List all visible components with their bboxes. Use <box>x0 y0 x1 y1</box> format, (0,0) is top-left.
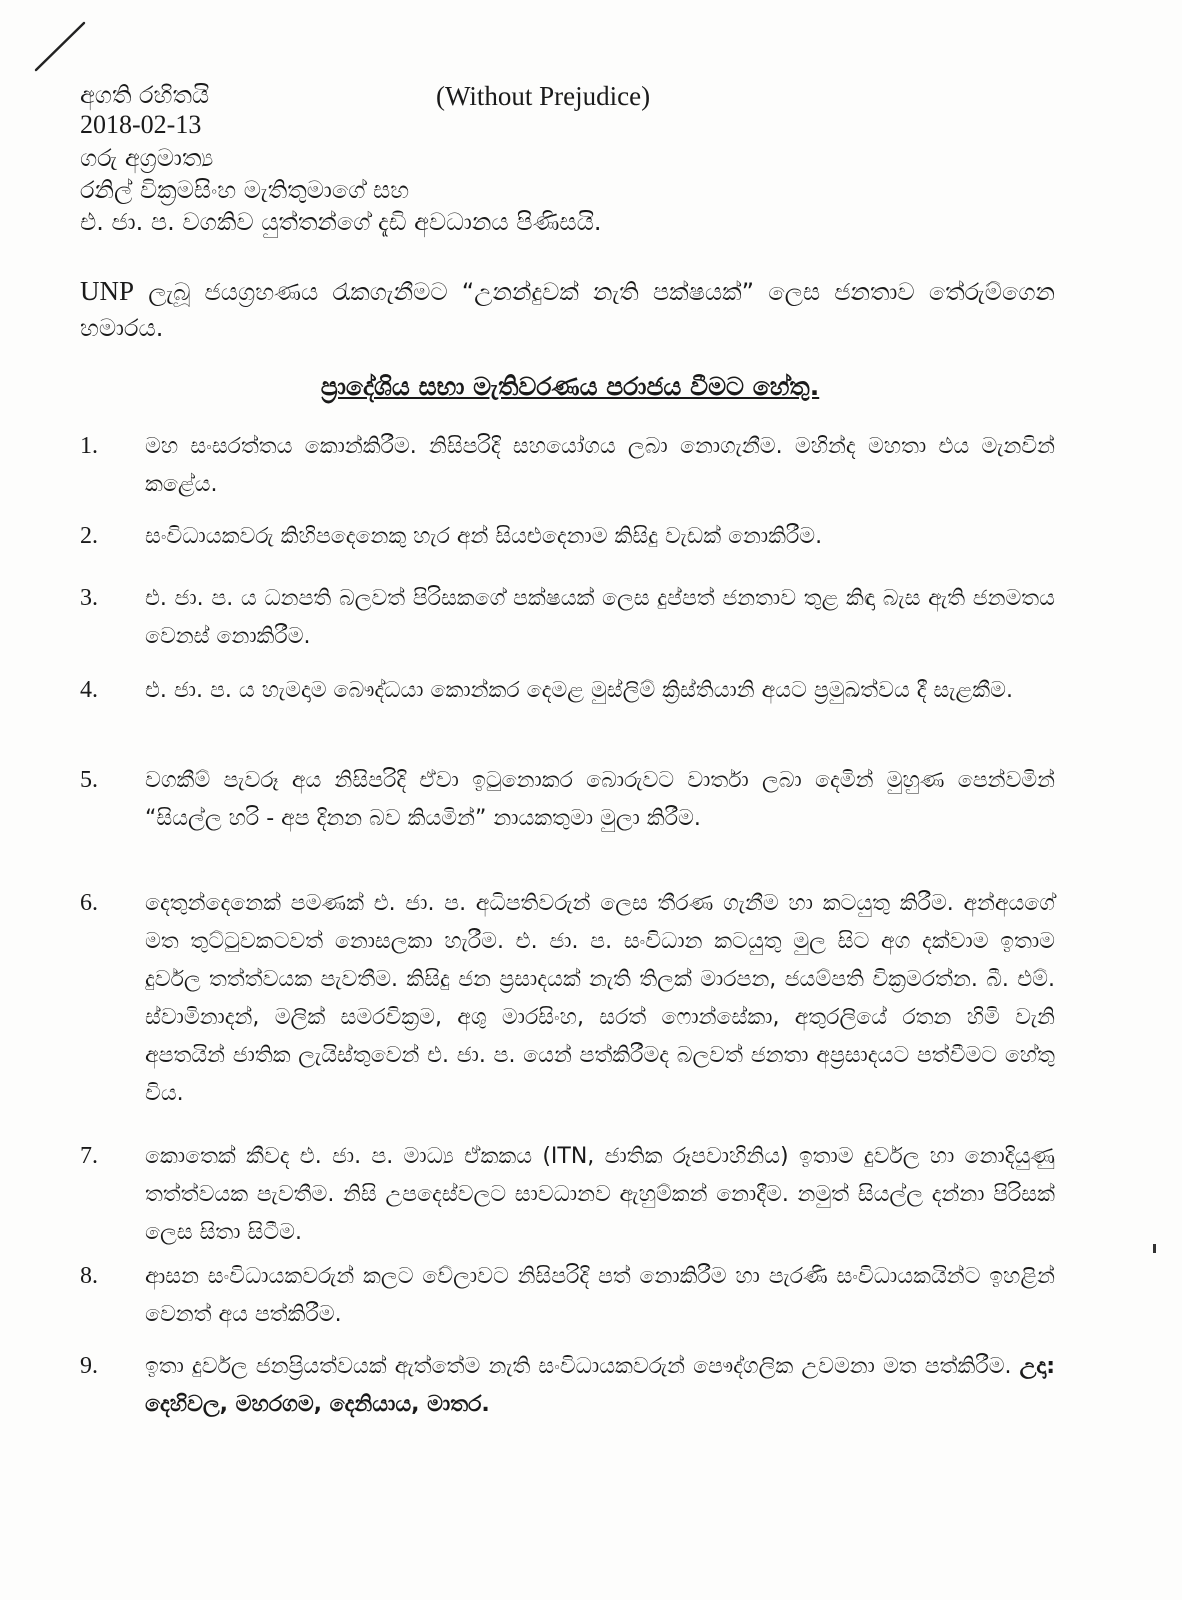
header-attention-line: එ. ජා. ප. වගකිව යුත්තන්ගේ දැඩි අවධානය පිණිසයි. <box>80 208 602 236</box>
list-item-text: ආසන සංවිධායකවරුන් කලට වේලාවට නිසිපරිදි පත් නොකිරීම හා පැරණි සංවිධායකයින්ට ඉහළින් වෙනත් අය පත්කිරීම. <box>145 1264 1055 1327</box>
document-date: 2018-02-13 <box>80 110 202 139</box>
list-item-text: දෙතුන්දෙනෙක් පමණක් එ. ජා. ප. අධිපතිවරුන් ලෙස තීරණ ගැනීම හා කටයුතු කිරීම. අන්අයගේ මත තුට්ටුවකටවත් නොසලකා හැරීම. එ. ජා. ප. සංවිධාන කටයුතු මුල සිට අග දක්වාම ඉතාම දුර්වල තත්ත්වයක පැවතීම. කිසිදු ජන ප්‍රසාදයක් නැති තිලක් මාරපන, ජයම්පති වික්‍රමරත්න. බී. එම්. ස්වාමිනාදන්, මලික් සමරවික්‍රම, අශු මාරසිංහ, සරත් ෆොන්සේකා, අතුරලියේ රතන හිමි වැනි අපතයින් ජාතික ලැයිස්තුවෙන් එ. ජා. ප. යෙන් පත්කිරීමද බලවත් ජනතා අප්‍රසාදයට පත්වීමට හේතු විය. <box>145 891 1055 1106</box>
list-item-number: 5. <box>80 767 98 793</box>
list-item-number: 4. <box>80 677 98 703</box>
pen-stroke-mark <box>34 20 94 72</box>
list-item-text: එ. ජා. ප. ය ධනපති බලවත් පිරිසකගේ පක්ෂයක් ලෙස දුප්පත් ජනතාව තුළ කිඳා බැස ඇති ජනමතය වෙනස් නොකිරීම. <box>145 586 1055 649</box>
list-item-number: 3. <box>80 585 98 611</box>
intro-text: ලැබූ ජයග්‍රහණය රැකගැනීමට “උනන්දුවක් නැති පක්ෂයක්” ලෙස ජනතාව තේරුම්ගෙන හමාරය. <box>80 278 1055 342</box>
header-addressee-name: රනිල් වික්‍රමසිංහ මැතිතුමාගේ සහ <box>80 176 410 204</box>
intro-paragraph <box>80 273 1055 346</box>
list-item-text: කොතෙක් කීවද එ. ජා. ප. මාධ්‍ය ඒකකය (ITN, ජාතික රූපවාහිනිය) ඉතාම දුර්වල හා නොදියුණු තත්ත්වයක පැවතීම. නිසි උපදෙස්වලට සාවධානව ඇහුම්කන් නොදීම. නමුත් සියල්ල දන්නා පිරිසක් ලෙස සිතා සිටීම. <box>145 1144 1055 1245</box>
list-item-text <box>145 1348 1055 1424</box>
list-item-number: 1. <box>80 433 98 459</box>
intro-unp: UNP <box>80 276 135 306</box>
list-item-text: එ. ජා. ප. ය හැමදාම බෞද්ධයා කොන්කර දෙමළ මුස්ලිම් ක්‍රිස්තියානි අයට ප්‍රමුඛත්වය දී සැළකීම. <box>145 678 1013 703</box>
without-prejudice-label: (Without Prejudice) <box>436 81 651 111</box>
list-item-number: 7. <box>80 1143 98 1169</box>
list-item-number: 9. <box>80 1353 98 1379</box>
list-item-text: වගකීම් පැවරූ අය නිසිපරිදි ඒවා ඉටුනොකර බොරුවට වාර්තා ලබා දෙමින් මුහුණ පෙන්වමින් “සියල්ල හරි - අප දිනන බව කියමින්” නායකතුමා මුලා කිරීම. <box>145 768 1055 831</box>
list-item-text: සංවිධායකවරු කිහිපදෙනෙකු හැර අන් සියළුදෙනාම කිසිදු වැඩක් නොකිරීම. <box>145 524 823 549</box>
list-item-text: මහ සංසරත්තය කොන්කිරීම. නිසිපරිදි සහයෝගය ලබා නොගැනීම. මහින්ද මහතා එය මැනවින් කළේය. <box>145 434 1055 497</box>
header-addressee-title: ගරු අග්‍රමාත්‍ය <box>80 144 214 172</box>
margin-tick-mark <box>1153 1244 1156 1253</box>
list-item-number: 6. <box>80 890 98 916</box>
list-item-text-main: ඉතා දුර්වල ජනප්‍රියත්වයක් ඇත්තේම නැති සංවිධායකවරුන් පෞද්ගලික උවමනා මත පත්කිරීම. <box>145 1354 1012 1379</box>
header-without-bias-label: අගති රහිතයි <box>80 81 210 109</box>
section-heading: ප්‍රාදේශිය සභා මැතිවරණය පරාජය වීමට හේතු. <box>320 372 820 401</box>
list-item-number: 2. <box>80 523 98 549</box>
list-item-number: 8. <box>80 1263 98 1289</box>
list-item-examples: උදා: දෙහිවල, මහරගම, දෙනියාය, මාතර. <box>145 1354 1055 1417</box>
